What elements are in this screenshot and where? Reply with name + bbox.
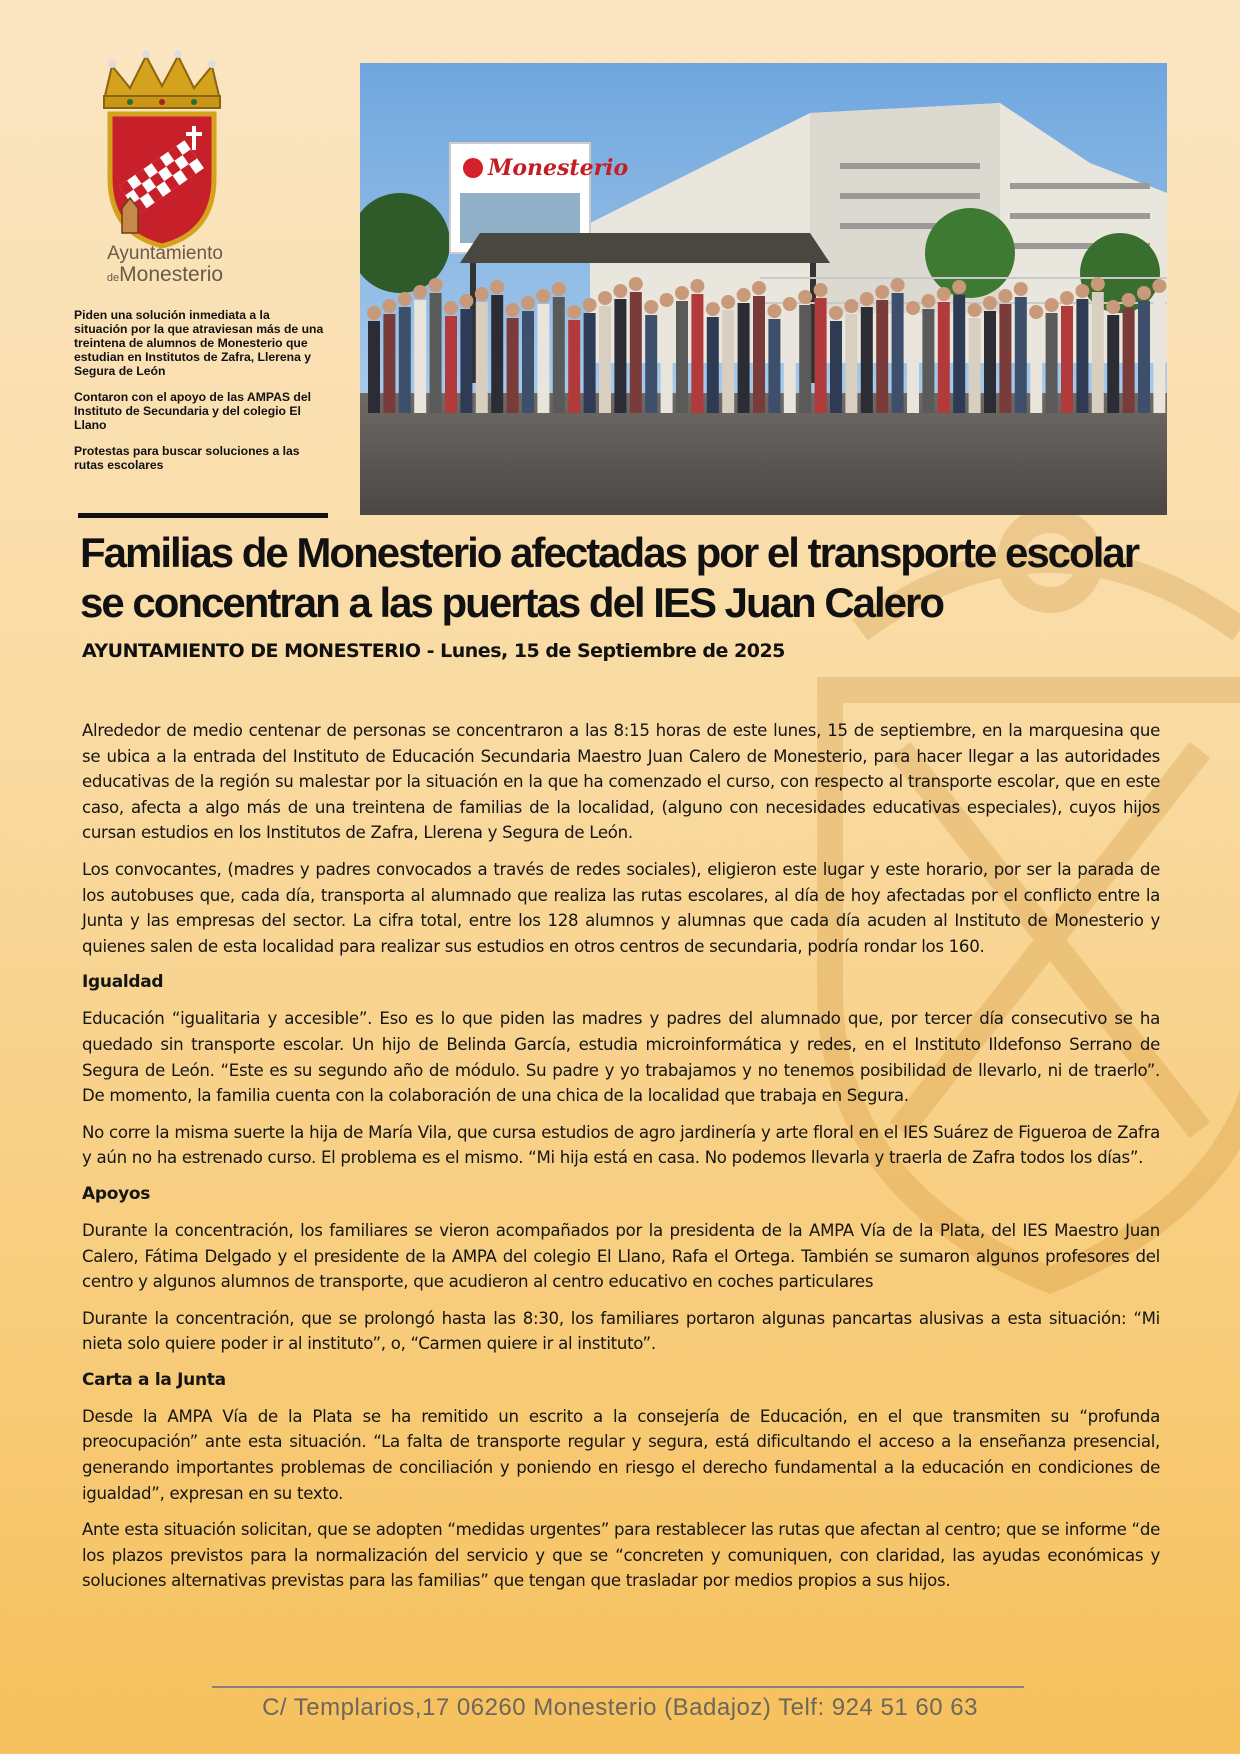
paragraph: Durante la concentración, los familiares se vieron acompañados por la presidenta de la AMPA Vía de la Plata, del IES Maestro Juan Calero, Fátima Delgado y el presidente de la AMPA del colegio El Llano, Rafa el Ortega. También se sumaron algunos profesores del centro y algunos alumnos de transporte, que acudieron al centro educativo en coches particulares xyxy=(82,1220,1160,1292)
crowd-person xyxy=(661,308,673,413)
crowd-person-head xyxy=(737,288,751,302)
crowd-person xyxy=(1061,306,1073,413)
crowd-person xyxy=(568,320,580,413)
crowd-person-head xyxy=(521,296,535,310)
crowd-person xyxy=(799,305,811,413)
crowd-person xyxy=(999,304,1011,413)
headline-rule xyxy=(78,513,328,518)
crowd-person xyxy=(876,300,888,413)
crowd-person xyxy=(1076,299,1088,413)
crowd-person xyxy=(1030,320,1042,413)
crowd-person xyxy=(491,295,503,413)
crowd-person-head xyxy=(567,305,581,319)
summary-item: Piden una solución inmediata a la situación por la que atraviesan más de una treintena de alumnos de Monesterio que estudian en Institutos de Zafra, Llerena y Segura de León xyxy=(74,308,324,379)
crowd-person-head xyxy=(891,278,905,292)
crowd-person xyxy=(584,313,596,413)
coat-of-arms-logo xyxy=(82,48,242,248)
crowd-person xyxy=(522,311,534,413)
crowd-person-head xyxy=(413,285,427,299)
crowd-person xyxy=(969,318,981,413)
crowd-person-head xyxy=(906,301,920,315)
crowd-person-head xyxy=(552,282,566,296)
crowd-person-head xyxy=(613,284,627,298)
paragraph: Ante esta situación solicitan, que se adopten “medidas urgentes” para restablecer las rutas que afectan al centro; que se informe “de los plazos previstos para la normalización del servicio y que se “concreten y comuniquen, con claridad, las ayudas económicas y soluciones alternativas previstas para las familias” que tengan que trasladar por medios propios a sus hijos. xyxy=(82,1520,1160,1591)
crowd-person-head xyxy=(506,303,520,317)
crowd-person-head xyxy=(367,306,381,320)
section-heading: Igualdad xyxy=(82,972,164,993)
protest-photo xyxy=(360,63,1167,515)
footer-address: C/ Templarios,17 06260 Monesterio (Badajoz) Telf: 924 51 60 63 xyxy=(262,1694,978,1721)
crowd-person-head xyxy=(490,280,504,294)
section-heading: Apoyos xyxy=(82,1183,151,1204)
crowd-person xyxy=(645,315,657,413)
crowd-person-head xyxy=(1029,305,1043,319)
crowd-person-head xyxy=(1152,279,1166,293)
crowd-person-head xyxy=(968,303,982,317)
crowd-person-head xyxy=(660,293,674,307)
news-photo xyxy=(360,63,1167,515)
crowd-person-head xyxy=(429,278,443,292)
crowd-person-head xyxy=(1122,293,1136,307)
crowd-person-head xyxy=(767,304,781,318)
section-heading: Carta a la Junta xyxy=(82,1369,226,1390)
crowd-person xyxy=(1153,294,1165,413)
crowd-person xyxy=(537,304,549,413)
logo-town: Monesterio xyxy=(119,262,224,286)
crowd-person-head xyxy=(752,281,766,295)
crowd-person-head xyxy=(829,306,843,320)
paragraph: Alrededor de medio centenar de personas se concentraron a las 8:15 horas de este lunes, 15 de septiembre, en la marquesina que se ubica a la entrada del Instituto de Educación Secundaria Maestro Juan Calero de Monesterio, para hacer llegar a las autoridades educativas de la región su malestar por la situación en la que ha comenzado el curso, con respecto al transporte escolar, que en este caso, afecta a algo más de una treintena de familias de la localidad, (alguno con necesidades educativas especiales), cuyos hijos cursan estudios en los Institutos de Zafra, Llerena y Segura de León. xyxy=(82,721,1160,843)
footer-rule xyxy=(212,1686,1024,1688)
crowd-person xyxy=(630,292,642,413)
summary-box xyxy=(74,308,324,484)
crowd-person xyxy=(922,309,934,413)
crowd-person-head xyxy=(798,290,812,304)
crowd-person xyxy=(1015,297,1027,413)
crowd-person-head xyxy=(860,292,874,306)
crowd-person xyxy=(430,293,442,413)
crowd-person xyxy=(1123,308,1135,413)
crowd-person-head xyxy=(783,297,797,311)
crowd-person-head xyxy=(937,287,951,301)
crowd-person xyxy=(845,314,857,413)
crowd-person-head xyxy=(629,277,643,291)
crowd-person xyxy=(460,309,472,413)
crowd-person-head xyxy=(1060,291,1074,305)
crowd-person xyxy=(830,321,842,413)
crowd-person-head xyxy=(536,289,550,303)
crowd-person xyxy=(738,303,750,413)
summary-item: Protestas para buscar soluciones a las rutas escolares xyxy=(74,444,300,473)
article-body xyxy=(82,718,1160,1605)
crowd-person-head xyxy=(475,287,489,301)
crowd-person-head xyxy=(875,285,889,299)
crowd-person xyxy=(1046,313,1058,413)
crowd-person xyxy=(1138,301,1150,413)
crowd-person xyxy=(815,298,827,413)
crowd-person-head xyxy=(983,296,997,310)
crowd-person xyxy=(984,311,996,413)
crowd-person-head xyxy=(844,299,858,313)
paragraph: Desde la AMPA Vía de la Plata se ha remitido un escrito a la consejería de Educación, en el que transmiten su “profunda preocupación” ante esta situación. “La falta de transporte regular y segura, está dificultando el acceso a la enseñanza presencial, generando importantes problemas de conciliación y poniendo en riesgo el derecho fundamental a la educación en condiciones de igualdad”, expresan en su texto. xyxy=(82,1406,1160,1503)
billboard-text: Monesterio xyxy=(488,155,629,181)
logo-text xyxy=(90,244,240,286)
crowd-person-head xyxy=(583,298,597,312)
crowd-person xyxy=(1092,292,1104,413)
crowd-person-head xyxy=(1075,284,1089,298)
crowd-person-head xyxy=(814,283,828,297)
crowd-person-head xyxy=(952,280,966,294)
crowd-person xyxy=(368,321,380,413)
crowd-person-head xyxy=(1014,282,1028,296)
crowd-person xyxy=(784,312,796,413)
crowd-person-head xyxy=(398,292,412,306)
summary-item: Contaron con el apoyo de las AMPAS del Instituto de Secundaria y del colegio El Llano xyxy=(74,390,312,433)
crowd-person xyxy=(892,293,904,413)
crowd-person xyxy=(907,316,919,413)
crowd-person-head xyxy=(459,294,473,308)
crowd-person-head xyxy=(921,294,935,308)
crowd-person xyxy=(707,317,719,413)
crowd-person xyxy=(953,295,965,413)
logo-line-2 xyxy=(90,264,240,286)
paragraph: Durante la concentración, que se prolongó hasta las 8:30, los familiares portaron algunas pancartas alusivas a esta situación: “Mi nieta solo quiere poder ir al instituto”, o, “Carmen quiere ir al instituto”. xyxy=(82,1308,1160,1354)
crowd-person xyxy=(676,301,688,413)
crowd-person xyxy=(399,307,411,413)
crowd-person-head xyxy=(706,302,720,316)
paragraph: Educación “igualitaria y accesible”. Eso es lo que piden las madres y padres del alumnado que, por tercer día consecutivo se ha quedado sin transporte escolar. Un hijo de Belinda García, estudia microinformática y redes, en el Instituto Ildefonso Serrano de Segura de León. “Este es su segundo año de módulo. Su padre y yo trabajamos y no tenemos posibilidad de llevarlo, ni de traerlo”. De momento, la familia cuenta con la colaboración de una chica de la localidad que trabaja en Segura. xyxy=(82,1009,1160,1106)
crowd-person-head xyxy=(1137,286,1151,300)
logo-line-1: Ayuntamiento xyxy=(107,243,223,264)
crowd-person xyxy=(722,310,734,413)
crowd-person xyxy=(938,302,950,413)
crowd-person xyxy=(476,302,488,413)
crowd-person-head xyxy=(998,289,1012,303)
crowd-person-head xyxy=(1045,298,1059,312)
crowd-person xyxy=(383,314,395,413)
crowd-person xyxy=(445,316,457,413)
article-byline: AYUNTAMIENTO DE MONESTERIO - Lunes, 15 de Septiembre de 2025 xyxy=(82,640,785,662)
crowd-person-head xyxy=(690,279,704,293)
crowd-person-head xyxy=(721,295,735,309)
crowd-person xyxy=(614,299,626,413)
crowd-person xyxy=(691,294,703,413)
crowd-person xyxy=(553,297,565,413)
crowd-person xyxy=(768,319,780,413)
crowd-person xyxy=(1107,315,1119,413)
paragraph: No corre la misma suerte la hija de María Vila, que cursa estudios de agro jardinería y arte floral en el IES Suárez de Figueroa de Zafra y aún no ha estrenado curso. El problema es el mismo. “Mi hija está en casa. No podemos llevarla y traerla de Zafra todos los días”. xyxy=(82,1122,1160,1168)
crowd-person-head xyxy=(444,301,458,315)
crowd-person xyxy=(753,296,765,413)
crowd-person-head xyxy=(675,286,689,300)
crowd-person-head xyxy=(382,299,396,313)
crowd-person-head xyxy=(1106,300,1120,314)
crowd-person xyxy=(599,306,611,413)
crowd-person-head xyxy=(598,291,612,305)
paragraph: Los convocantes, (madres y padres convocados a través de redes sociales), eligieron este lugar y este horario, por ser la parada de los autobuses que, cada día, transporta al alumnado que realiza las rutas escolares, al día de hoy afectadas por el conflicto entre la Junta y las empresas del sector. La cifra total, entre los 128 alumnos y alumnas que cada día acuden al Instituto de Monesterio y quienes salen de esta localidad para realizar sus estudios en otros centros de secundaria, podría rondar los 160. xyxy=(82,859,1160,956)
crowd-person-head xyxy=(1091,277,1105,291)
logo-prefix: de xyxy=(106,271,120,284)
crowd-person-head xyxy=(644,300,658,314)
crowd-person xyxy=(861,307,873,413)
article-headline: Familias de Monesterio afectadas por el transporte escolar se concentran a las puertas del IES Juan Calero xyxy=(80,529,1139,627)
crowd-person xyxy=(414,300,426,413)
crowd-person xyxy=(507,318,519,413)
